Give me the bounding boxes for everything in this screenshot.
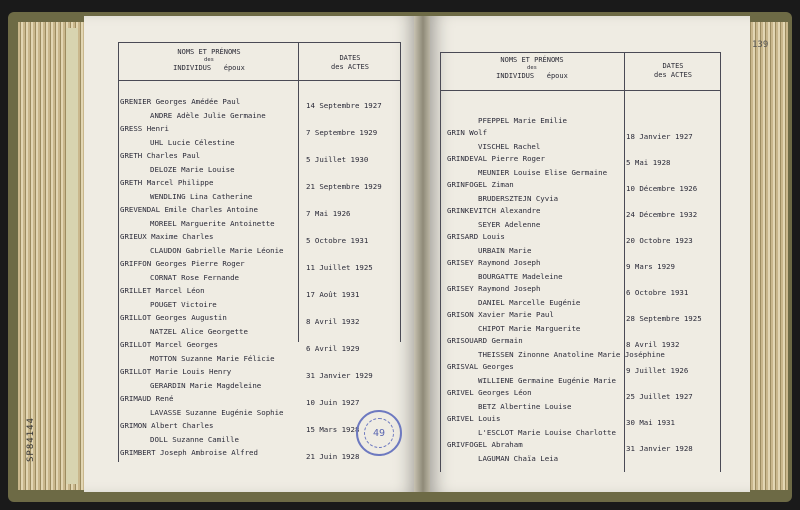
- entry-name: GRIVFOGEL Abraham: [447, 440, 523, 449]
- archive-stamp: [356, 410, 402, 456]
- entry-name: GRILLOT Georges Augustin: [120, 313, 227, 322]
- entry-spouse: CHIPOT Marie Marguerite: [478, 324, 581, 333]
- entry-spouse: WENDLING Lina Catherine: [150, 192, 253, 201]
- dates-header: DATES des ACTES: [654, 62, 692, 79]
- entry-name: GRIFFON Georges Pierre Roger: [120, 259, 245, 268]
- entry-spouse: BRUDERSZTEJN Cyvia: [478, 194, 559, 203]
- entry-name: GRILLOT Marcel Georges: [120, 340, 218, 349]
- rule: [118, 42, 400, 43]
- entry-spouse: PFEPPEL Marie Emilie: [478, 116, 567, 125]
- entry-name: GRESS Henri: [120, 124, 169, 133]
- entry-date: 8 Avril 1932: [306, 317, 360, 326]
- entry-spouse: WILLIENE Germaine Eugénie Marie: [478, 376, 616, 385]
- entry-name: GRISOUARD Germain: [447, 336, 523, 345]
- entry-date: 25 Juillet 1927: [626, 392, 693, 401]
- entry-spouse: URBAIN Marie: [478, 246, 532, 255]
- entry-spouse: THEISSEN Zinonne Anatoline Marie Joséphine: [478, 350, 665, 359]
- rule: [400, 42, 401, 342]
- rule: [118, 80, 400, 81]
- entry-date: 31 Janvier 1928: [626, 444, 693, 453]
- dates-header: DATES des ACTES: [331, 54, 369, 71]
- entry-date: 10 Décembre 1926: [626, 184, 698, 193]
- entry-date: 10 Juin 1927: [306, 398, 360, 407]
- entry-date: 7 Septembre 1929: [306, 128, 378, 137]
- entry-spouse: LAGUMAN Chaïa Leia: [478, 454, 559, 463]
- entry-spouse: NATZEL Alice Georgette: [150, 327, 248, 336]
- entry-spouse: BOURGATTE Madeleine: [478, 272, 563, 281]
- entry-date: 17 Août 1931: [306, 290, 360, 299]
- entry-spouse: POUGET Victoire: [150, 300, 217, 309]
- entry-spouse: BETZ Albertine Louise: [478, 402, 572, 411]
- entry-date: 5 Mai 1928: [626, 158, 671, 167]
- entry-name: GRILLOT Marie Louis Henry: [120, 367, 232, 376]
- rule: [118, 42, 119, 462]
- entry-date: 30 Mai 1931: [626, 418, 675, 427]
- entry-name: GRIN Wolf: [447, 128, 488, 137]
- names-header: NOMS ET PRÉNOMS des INDIVIDUS époux: [173, 48, 245, 72]
- entry-date: 28 Septembre 1925: [626, 314, 702, 323]
- entry-date: 5 Juillet 1930: [306, 155, 369, 164]
- entry-spouse: CORNAT Rose Fernande: [150, 273, 239, 282]
- entry-name: GRIMBERT Joseph Ambroise Alfred: [120, 448, 258, 457]
- entry-date: 6 Avril 1929: [306, 344, 360, 353]
- entry-date: 21 Septembre 1929: [306, 182, 382, 191]
- entry-date: 7 Mai 1926: [306, 209, 351, 218]
- entry-spouse: DOLL Suzanne Camille: [150, 435, 239, 444]
- entry-date: 15 Mars 1928: [306, 425, 360, 434]
- rule: [440, 52, 441, 472]
- entry-date: 9 Juillet 1926: [626, 366, 689, 375]
- entry-name: GRINDEVAL Pierre Roger: [447, 154, 545, 163]
- entry-name: GRISVAL Georges: [447, 362, 514, 371]
- entry-name: GREVENDAL Emile Charles Antoine: [120, 205, 258, 214]
- entry-spouse: VISCHEL Rachel: [478, 142, 541, 151]
- entry-spouse: MEUNIER Louise Elise Germaine: [478, 168, 608, 177]
- names-header: NOMS ET PRÉNOMS des INDIVIDUS époux: [496, 56, 568, 80]
- entry-name: GRIMAUD René: [120, 394, 174, 403]
- entry-name: GRIEUX Maxime Charles: [120, 232, 214, 241]
- entry-name: GRISON Xavier Marie Paul: [447, 310, 554, 319]
- entry-date: 5 Octobre 1931: [306, 236, 369, 245]
- stamp-label: 49: [364, 418, 394, 448]
- rule: [624, 52, 625, 472]
- entry-name: GRETH Marcel Philippe: [120, 178, 214, 187]
- entry-name: GRINFOGEL Ziman: [447, 180, 514, 189]
- page-number: 139: [752, 40, 769, 50]
- rule: [720, 52, 721, 472]
- entry-date: 24 Décembre 1932: [626, 210, 698, 219]
- entry-date: 20 Octobre 1923: [626, 236, 693, 245]
- entry-date: 8 Avril 1932: [626, 340, 680, 349]
- entry-spouse: MOREEL Marguerite Antoinette: [150, 219, 275, 228]
- entry-date: 21 Juin 1928: [306, 452, 360, 461]
- entry-spouse: L'ESCLOT Marie Louise Charlotte: [478, 428, 616, 437]
- rule: [440, 52, 720, 53]
- entry-spouse: UHL Lucie Célestine: [150, 138, 235, 147]
- entry-date: 9 Mars 1929: [626, 262, 675, 271]
- entry-spouse: ANDRE Adèle Julie Germaine: [150, 111, 266, 120]
- entry-date: 6 Octobre 1931: [626, 288, 689, 297]
- rule: [298, 42, 299, 342]
- entry-date: 14 Septembre 1927: [306, 101, 382, 110]
- entry-name: GRISARD Louis: [447, 232, 505, 241]
- entry-date: 31 Janvier 1929: [306, 371, 373, 380]
- entry-date: 18 Janvier 1927: [626, 132, 693, 141]
- entry-spouse: DELOZE Marie Louise: [150, 165, 235, 174]
- entry-spouse: GERARDIN Marie Magdeleine: [150, 381, 262, 390]
- entry-name: GRIVEL Georges Léon: [447, 388, 532, 397]
- entry-spouse: LAVASSE Suzanne Eugénie Sophie: [150, 408, 284, 417]
- entry-name: GRISEY Raymond Joseph: [447, 284, 541, 293]
- entry-name: GRIMON Albert Charles: [120, 421, 214, 430]
- entry-name: GRETH Charles Paul: [120, 151, 201, 160]
- entry-name: GRINKEVITCH Alexandre: [447, 206, 541, 215]
- entry-spouse: DANIEL Marcelle Eugénie: [478, 298, 581, 307]
- spine-strip: [66, 28, 78, 484]
- entry-name: GRIVEL Louis: [447, 414, 501, 423]
- rule: [440, 90, 720, 91]
- shelf-mark: SP84144: [26, 417, 36, 462]
- entry-spouse: CLAUDON Gabrielle Marie Léonie: [150, 246, 284, 255]
- entry-spouse: MOTTON Suzanne Marie Félicie: [150, 354, 275, 363]
- entry-name: GRENIER Georges Amédée Paul: [120, 97, 241, 106]
- entry-date: 11 Juillet 1925: [306, 263, 373, 272]
- entry-spouse: SEYER Adelenne: [478, 220, 541, 229]
- entry-name: GRILLET Marcel Léon: [120, 286, 205, 295]
- entry-name: GRISEY Raymond Joseph: [447, 258, 541, 267]
